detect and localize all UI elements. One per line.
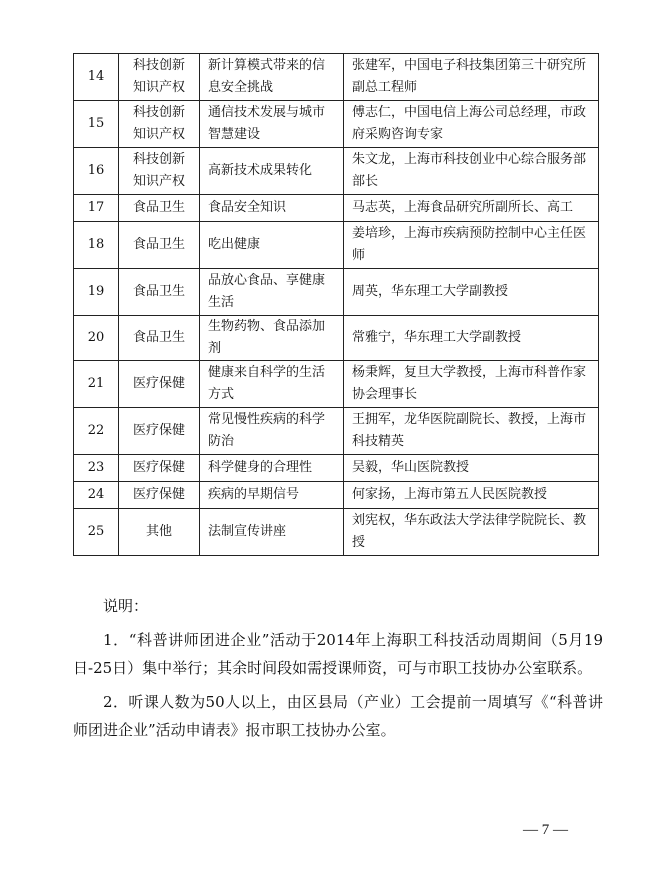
row-number: 18 [74, 222, 119, 269]
row-topic: 通信技术发展与城市智慧建设 [200, 101, 344, 148]
row-topic: 食品安全知识 [200, 195, 344, 222]
table-row [74, 222, 599, 269]
row-speaker: 张建军，中国电子科技集团第三十研究所副总工程师 [344, 54, 599, 101]
table-row [74, 101, 599, 148]
table-row [74, 509, 599, 556]
row-topic: 健康来自科学的生活方式 [200, 361, 344, 408]
row-category: 医疗保健 [119, 455, 200, 482]
table-row [74, 361, 599, 408]
row-category: 食品卫生 [119, 316, 200, 361]
row-number: 23 [74, 455, 119, 482]
row-number: 19 [74, 269, 119, 316]
row-topic: 吃出健康 [200, 222, 344, 269]
notes-section [73, 592, 603, 750]
lecturer-table-body [74, 54, 599, 556]
notes-heading: 说明： [103, 597, 149, 615]
row-speaker: 刘宪权，华东政法大学法律学院院长、教授 [344, 509, 599, 556]
lecturer-table [73, 53, 599, 556]
note-paragraph-2: 2．听课人数为50人以上，由区县局（产业）工会提前一周填写《“科普讲师团进企业”活动申请表》报市职工技协办公室。 [73, 693, 603, 739]
row-number: 17 [74, 195, 119, 222]
row-topic: 法制宣传讲座 [200, 509, 344, 556]
table-row [74, 408, 599, 455]
row-category: 科技创新知识产权 [119, 54, 200, 101]
row-speaker: 常雅宁，华东理工大学副教授 [344, 316, 599, 361]
note-paragraph-1: 1．“科普讲师团进企业”活动于2014年上海职工科技活动周期间（5月19日-25日）集中举行；其余时间段如需授课师资，可与市职工技协办公室联系。 [73, 631, 603, 677]
row-speaker: 何家扬，上海市第五人民医院教授 [344, 482, 599, 509]
table-row [74, 316, 599, 361]
row-speaker: 朱文龙，上海市科技创业中心综合服务部部长 [344, 148, 599, 195]
row-number: 20 [74, 316, 119, 361]
row-topic: 科学健身的合理性 [200, 455, 344, 482]
row-number: 14 [74, 54, 119, 101]
row-topic: 品放心食品、享健康生活 [200, 269, 344, 316]
row-category: 食品卫生 [119, 269, 200, 316]
row-category: 科技创新知识产权 [119, 148, 200, 195]
row-number: 16 [74, 148, 119, 195]
row-number: 24 [74, 482, 119, 509]
row-number: 25 [74, 509, 119, 556]
row-category: 医疗保健 [119, 361, 200, 408]
row-speaker: 周英，华东理工大学副教授 [344, 269, 599, 316]
table-row [74, 54, 599, 101]
row-speaker: 马志英，上海食品研究所副所长、高工 [344, 195, 599, 222]
table-row [74, 269, 599, 316]
row-category: 医疗保健 [119, 408, 200, 455]
row-topic: 常见慢性疾病的科学防治 [200, 408, 344, 455]
row-category: 食品卫生 [119, 222, 200, 269]
table-row [74, 482, 599, 509]
table-row [74, 148, 599, 195]
row-category: 医疗保健 [119, 482, 200, 509]
row-number: 21 [74, 361, 119, 408]
row-topic: 高新技术成果转化 [200, 148, 344, 195]
row-category: 食品卫生 [119, 195, 200, 222]
row-category: 其他 [119, 509, 200, 556]
row-topic: 新计算模式带来的信息安全挑战 [200, 54, 344, 101]
row-category: 科技创新知识产权 [119, 101, 200, 148]
page-number: — 7 — [523, 822, 568, 838]
row-number: 15 [74, 101, 119, 148]
row-speaker: 杨秉辉，复旦大学教授，上海市科普作家协会理事长 [344, 361, 599, 408]
row-topic: 生物药物、食品添加剂 [200, 316, 344, 361]
row-number: 22 [74, 408, 119, 455]
table-row [74, 455, 599, 482]
row-speaker: 傅志仁，中国电信上海公司总经理，市政府采购咨询专家 [344, 101, 599, 148]
row-speaker: 王拥军，龙华医院副院长、教授，上海市科技精英 [344, 408, 599, 455]
row-speaker: 吴毅，华山医院教授 [344, 455, 599, 482]
row-speaker: 姜培珍，上海市疾病预防控制中心主任医师 [344, 222, 599, 269]
table-row [74, 195, 599, 222]
row-topic: 疾病的早期信号 [200, 482, 344, 509]
